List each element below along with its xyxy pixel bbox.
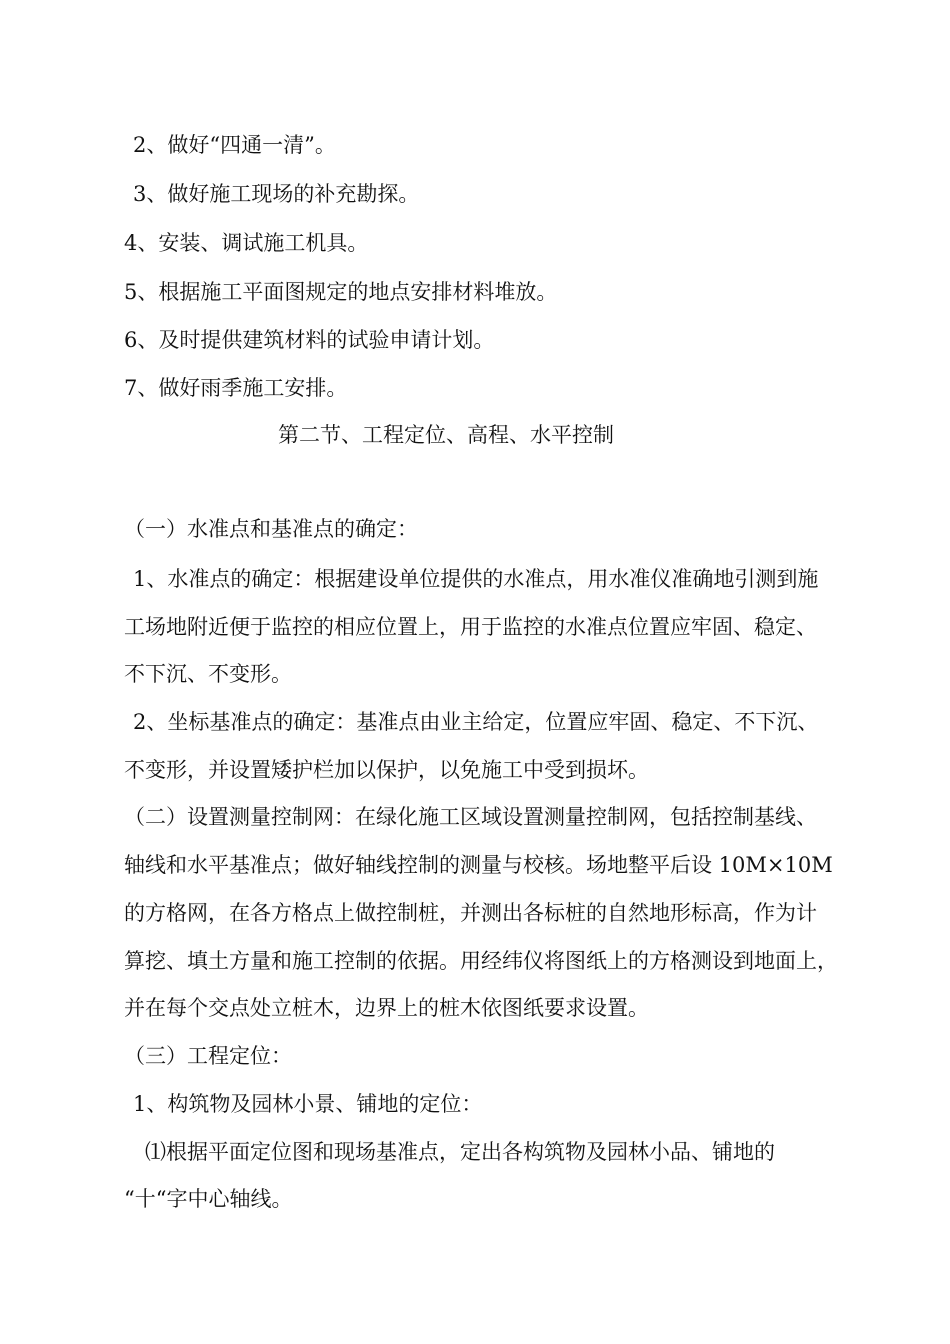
list-item-6: 6、及时提供建筑材料的试验申请计划。 [124, 328, 495, 352]
list-item-7: 7、做好雨季施工安排。 [124, 376, 348, 400]
paragraph-line: 工场地附近便于监控的相应位置上，用于监控的水准点位置应牢固、稳定、 [124, 615, 817, 639]
paragraph-line: 轴线和水平基准点；做好轴线控制的测量与校核。场地整平后设 10M×10M [124, 853, 833, 877]
paragraph-line: （三）工程定位： [124, 1044, 292, 1068]
list-item-3: 3、做好施工现场的补充勘探。 [133, 182, 420, 206]
paragraph-line: ⑴根据平面定位图和现场基准点，定出各构筑物及园林小品、铺地的 [145, 1140, 775, 1164]
list-item-5: 5、根据施工平面图规定的地点安排材料堆放。 [124, 280, 558, 304]
paragraph-line: 算挖、填土方量和施工控制的依据。用经纬仪将图纸上的方格测设到地面上， [124, 949, 838, 973]
list-item-2: 2、做好“四通一清”。 [133, 133, 336, 157]
paragraph-line: 的方格网，在各方格点上做控制桩，并测出各标桩的自然地形标高，作为计 [124, 901, 817, 925]
paragraph-line: 并在每个交点处立桩木，边界上的桩木依图纸要求设置。 [124, 996, 649, 1020]
paragraph-line: “十“字中心轴线。 [124, 1187, 293, 1211]
paragraph-line: 1、水准点的确定：根据建设单位提供的水准点，用水准仪准确地引测到施 [133, 567, 819, 591]
paragraph-line: （二）设置测量控制网：在绿化施工区域设置测量控制网，包括控制基线、 [124, 805, 817, 829]
section-title: 第二节、工程定位、高程、水平控制 [278, 423, 614, 447]
paragraph-line: （一）水准点和基准点的确定： [124, 517, 418, 541]
paragraph-line: 1、构筑物及园林小景、铺地的定位： [133, 1092, 483, 1116]
paragraph-line: 不变形，并设置矮护栏加以保护，以免施工中受到损坏。 [124, 758, 649, 782]
paragraph-line: 不下沉、不变形。 [124, 662, 292, 686]
list-item-4: 4、安装、调试施工机具。 [124, 231, 369, 255]
paragraph-line: 2、坐标基准点的确定：基准点由业主给定，位置应牢固、稳定、不下沉、 [133, 710, 819, 734]
